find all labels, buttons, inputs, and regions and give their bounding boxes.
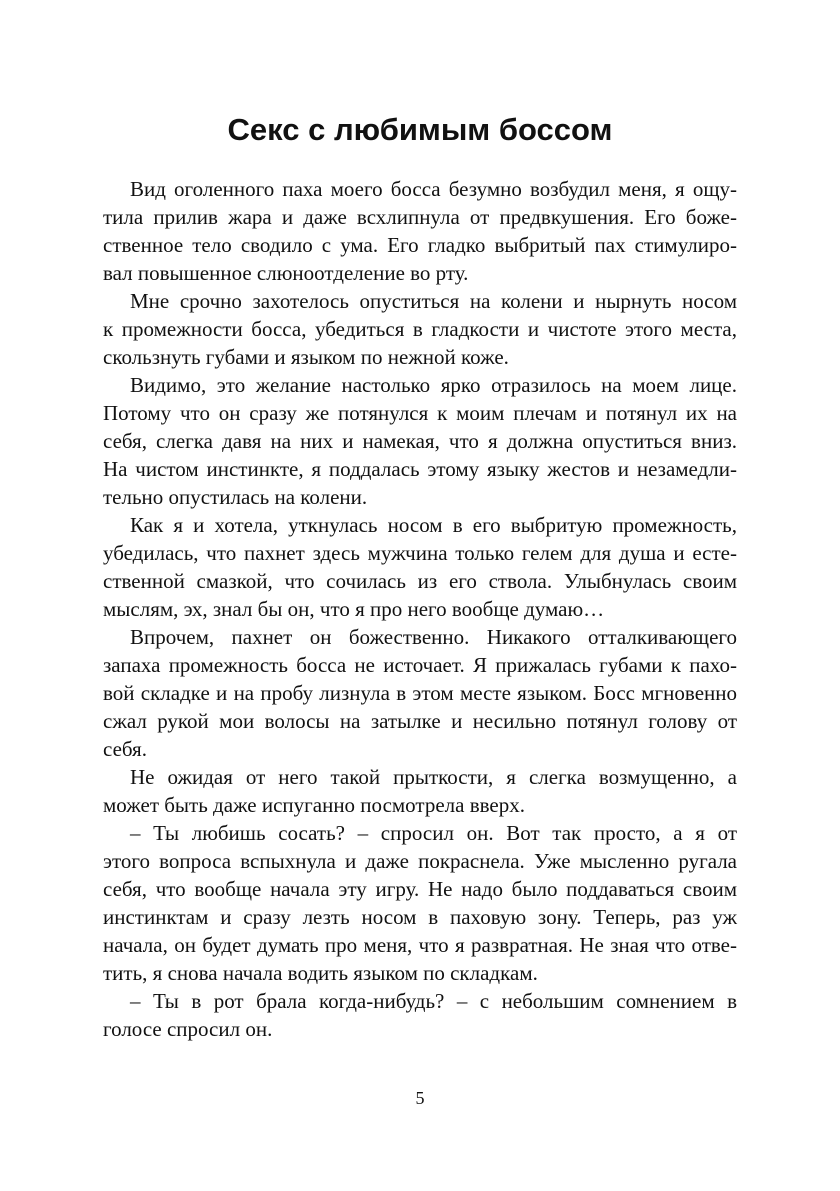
text-line: себя, что вообще начала эту игру. Не надо было поддаваться своим [103,877,737,901]
text-line: себя, слегка давя на них и намекая, что я должна опуститься вниз. [103,429,737,453]
text-line: – Ты любишь сосать? – спросил он. Вот так просто, а я от [130,821,737,845]
text-line: сжал рукой мои волосы на затылке и несильно потянул голову от [103,709,737,733]
paragraph [103,819,737,987]
text-line: Видимо, это желание настолько ярко отразилось на моем лице. [130,373,737,397]
text-line: Потому что он сразу же потянулся к моим плечам и потянул их на [103,401,737,425]
paragraph [103,371,737,511]
paragraph [103,623,737,763]
text-line: Не ожидая от него такой прыткости, я слегка возмущенно, а [130,765,737,789]
body-text [103,175,737,1043]
text-line: скользнуть губами и языком по нежной коже. [103,345,509,369]
text-line: Впрочем, пахнет он божественно. Никакого отталкивающего [130,625,737,649]
text-line: инстинктам и сразу лезть носом в паховую зону. Теперь, раз уж [103,905,737,929]
paragraph [103,511,737,623]
paragraph [103,175,737,287]
paragraph [103,763,737,819]
text-line: тила прилив жара и даже всхлипнула от предвкушения. Его боже- [103,205,737,229]
text-line: Вид оголенного паха моего босса безумно возбудил меня, я ощу- [130,177,737,201]
text-line: убедилась, что пахнет здесь мужчина только гелем для душа и есте- [103,541,737,565]
text-line: мыслям, эх, знал бы он, что я про него вообще думаю… [103,597,605,621]
page-number: 5 [415,1088,425,1108]
text-line: себя. [103,737,147,761]
text-line: этого вопроса вспыхнула и даже покраснела. Уже мысленно ругала [103,849,737,873]
text-line: может быть даже испуганно посмотрела вверх. [103,793,525,817]
text-line: На чистом инстинкте, я поддалась этому языку жестов и незамедли- [103,457,737,481]
text-line: – Ты в рот брала когда-нибудь? – с небольшим сомнением в [130,989,737,1013]
text-line: вал повышенное слюноотделение во рту. [103,261,469,285]
paragraph [103,987,737,1043]
text-line: к промежности босса, убедиться в гладкости и чистоте этого места, [103,317,737,341]
chapter-title: Секс с любимым боссом [227,112,613,147]
text-line: голосе спросил он. [103,1017,273,1041]
text-line: Мне срочно захотелось опуститься на колени и нырнуть носом [130,289,737,313]
text-line: Как я и хотела, уткнулась носом в его выбритую промежность, [130,513,737,537]
text-line: тить, я снова начала водить языком по складкам. [103,961,538,985]
text-line: запаха промежность босса не источает. Я прижалась губами к пахо- [103,653,737,677]
paragraph [103,287,737,371]
text-line: начала, он будет думать про меня, что я развратная. Не зная что отве- [103,933,737,957]
text-line: ственной смазкой, что сочилась из его ствола. Улыбнулась своим [103,569,737,593]
text-line: тельно опустилась на колени. [103,485,368,509]
text-line: вой складке и на пробу лизнула в этом месте языком. Босс мгновенно [103,681,737,705]
text-line: ственное тело сводило с ума. Его гладко выбритый пах стимулиро- [103,233,737,257]
